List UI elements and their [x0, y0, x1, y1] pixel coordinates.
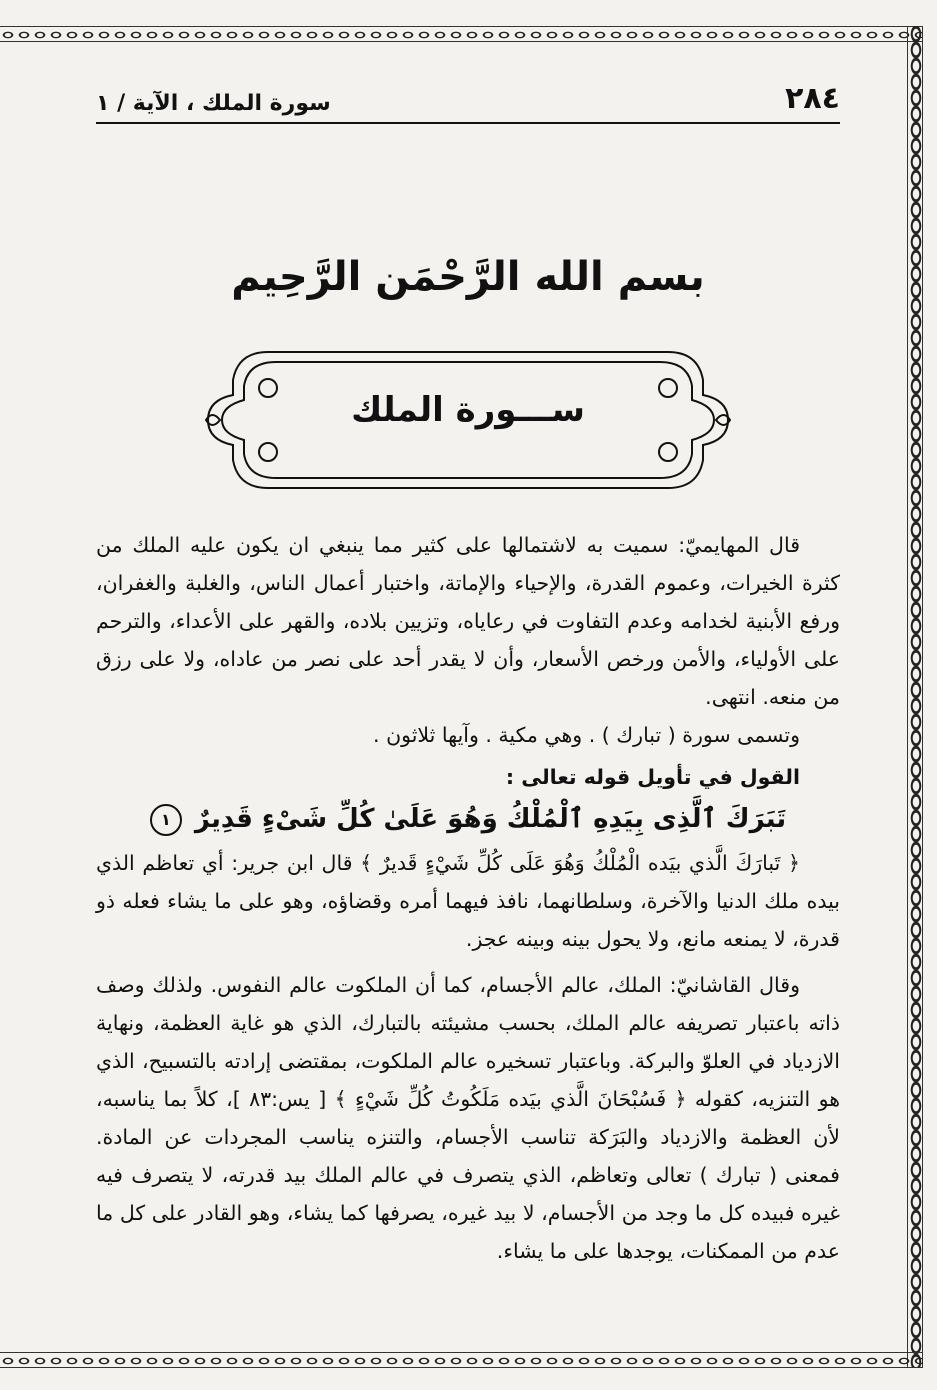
surah-title: ســـورة الملك	[351, 390, 585, 430]
decorative-border-bottom	[0, 1352, 923, 1368]
decorative-border-right	[907, 26, 923, 1368]
decorative-border-top	[0, 26, 923, 42]
verse-text: تَبَرَكَ ٱلَّذِى بِيَدِهِ ٱلْمُلْكُ وَهُوَ عَلَىٰ كُلِّ شَىْءٍ قَدِيرٌ	[194, 804, 787, 834]
page-number: ٢٨٤	[785, 81, 840, 116]
section-heading: القول في تأويل قوله تعالى :	[505, 765, 800, 789]
book-page	[96, 70, 840, 1270]
running-header	[96, 70, 840, 124]
surah-title-frame	[198, 340, 738, 500]
paragraph-qashani: وقال القاشانيّ: الملك، عالم الأجسام، كما أن الملكوت عالم النفوس. ولذلك وصف ذاته باعتبار تصريفه عالم الملك، بحسب مشيئته بالتبارك، الذي هو غاية العظمة، ونهاية الازدياد في العلوّ والبركة. وباعتبار تسخيره عالم الملكوت، بمقتضى إرادته بالتسبيح، الذي هو التنزيه، كقوله ﴿ فَسُبْحَانَ الَّذي بيَده مَلَكُوتُ كُلِّ شَيْءٍ ﴾ [ يس:٨٣ ]، كلاً بما يناسبه، لأن العظمة والازدياد والبَرَكة تناسب الأجسام، والتنزه يناسب المجردات عن المادة. فمعنى ( تبارك ) تعالى وتعاظم، الذي يتصرف في عالم الملك بيد قدرته، لا يتصرف فيه غيره فبيده كل ما وجد من الأجسام، لا بيد غيره، يصرفها كما يشاء، وهو القادر على كل ما عدم من الممكنات، يوجدها على ما يشاء.	[96, 973, 840, 1263]
body-text	[96, 526, 840, 1270]
ayah-number: ١	[150, 804, 182, 836]
paragraph-ibn-jarir: ﴿ تَبارَكَ الَّذي بيَده الْمُلْكُ وَهُوَ عَلَى كُلِّ شَيْءٍ قَديرٌ ﴾ قال ابن جرير: أي تعاظم الذي بيده ملك الدنيا والآخرة، وسلطانهما، نافذ فيهما أمره وقضاؤه، وهو على ما يشاء فعله ذو قدرة، لا يمنعه مانع، ولا يحول بينه وبينه عجز.	[96, 851, 840, 951]
paragraph-naming: قال المهايميّ: سميت به لاشتمالها على كثير مما ينبغي ان يكون عليه الملك من كثرة الخيرات، وعموم القدرة، والإحياء والإماتة، واختبار أعمال الناس، والغلبة والغفران، ورفع الأبنية لخدامه وعدم التفاوت في رعاياه، وتزيين بلاده، والقهر على الأعداء، والترحم على الأولياء، والأمن ورخص الأسعار، وأن لا يقدر أحد على نصر من عاداه، ولا على رزق من منعه. انتهى.	[96, 533, 840, 709]
paragraph-other-name: وتسمى سورة ( تبارك ) . وهي مكية . وآيها ثلاثون .	[373, 723, 800, 747]
quran-verse	[96, 800, 840, 838]
basmala: بسم الله الرَّحْمَن الرَّحِيم	[231, 254, 705, 300]
running-title: سورة الملك ، الآية / ١	[96, 91, 331, 116]
